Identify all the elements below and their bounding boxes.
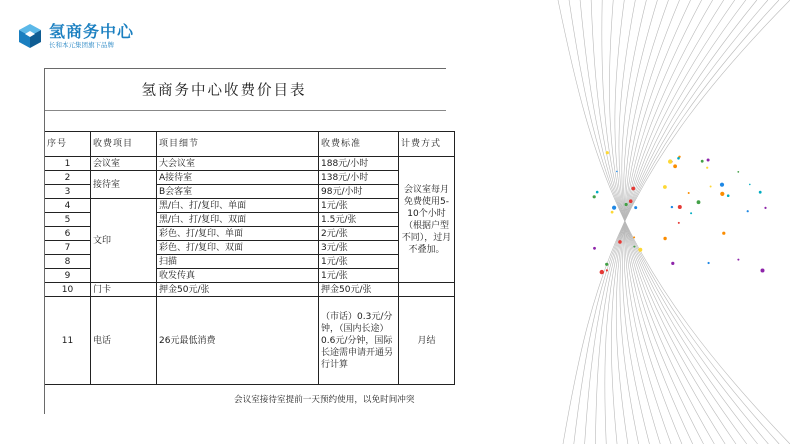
deco-dot: [668, 159, 672, 163]
deco-dot: [720, 192, 724, 196]
row-detail: 黑/白、打/复印、双面: [157, 213, 319, 227]
table-row: [45, 283, 455, 297]
row-price: 押金50元/张: [319, 283, 399, 297]
deco-dot: [690, 212, 692, 214]
deco-dot: [737, 259, 739, 261]
deco-dot: [697, 200, 701, 204]
row-no: 7: [45, 241, 91, 255]
deco-line: [569, 0, 779, 444]
deco-dot: [596, 191, 599, 194]
table-header-row: [45, 132, 455, 157]
row-detail: 26元最低消费: [157, 297, 319, 385]
deco-dot: [611, 211, 614, 214]
row-item: 会议室: [91, 157, 157, 171]
row-detail: 押金50元/张: [157, 283, 319, 297]
row-no: 6: [45, 227, 91, 241]
deco-dot: [663, 185, 667, 189]
deco-dot: [606, 269, 608, 271]
row-method: 月结: [399, 297, 455, 385]
meeting-billing-method: 会议室每月免费使用5-10个小时（根据户型不同），过月不叠加。: [399, 157, 455, 283]
row-price: 1元/张: [319, 199, 399, 213]
deco-line: [611, 0, 734, 444]
deco-dot: [593, 247, 596, 250]
header-detail: 项目细节: [157, 132, 319, 157]
header-no: 序号: [45, 132, 91, 157]
deco-dot: [688, 192, 690, 194]
deco-dot: [747, 210, 749, 212]
document-left-edge: [44, 68, 45, 414]
row-detail: B会客室: [157, 185, 319, 199]
deco-dot: [634, 206, 637, 209]
deco-dot: [727, 194, 730, 197]
deco-dot: [737, 171, 739, 173]
document-title: 氢商务中心收费价目表: [141, 83, 307, 99]
deco-dot: [616, 171, 618, 173]
deco-dot: [764, 207, 766, 209]
hexagon-cube-icon: [16, 22, 44, 50]
deco-dot: [671, 206, 673, 208]
row-detail: A接待室: [157, 171, 319, 185]
row-no: 4: [45, 199, 91, 213]
deco-line: [591, 0, 757, 444]
row-no: 9: [45, 269, 91, 283]
row-item: 文印: [91, 199, 157, 283]
row-no: 5: [45, 213, 91, 227]
table-row: [45, 297, 455, 385]
table-row: [45, 157, 455, 171]
deco-dot: [677, 157, 680, 160]
row-no: 2: [45, 171, 91, 185]
deco-line: [609, 0, 736, 444]
deco-line: [625, 0, 680, 444]
booking-footnote: 会议室接待室提前一天预约使用，以免时间冲突: [234, 395, 415, 405]
deco-dot: [749, 184, 751, 186]
deco-dot: [671, 262, 674, 265]
deco-line: [615, 0, 725, 444]
row-detail: 收发传真: [157, 269, 319, 283]
deco-dot: [708, 262, 710, 264]
row-detail: 彩色、打/复印、单面: [157, 227, 319, 241]
deco-dot: [605, 263, 608, 266]
deco-dot: [673, 164, 677, 168]
deco-dot: [618, 240, 622, 244]
deco-line: [605, 0, 746, 444]
deco-dot: [720, 183, 724, 187]
row-no: 8: [45, 255, 91, 269]
deco-dot: [593, 195, 596, 198]
header-method: 计费方式: [399, 132, 455, 157]
deco-dot: [606, 151, 609, 154]
table-row: [45, 171, 455, 185]
row-detail: 彩色、打/复印、双面: [157, 241, 319, 255]
deco-dot: [663, 237, 666, 240]
brand-tagline: 长和本元集团旗下品牌: [49, 40, 114, 49]
row-item: 电话: [91, 297, 157, 385]
row-method: [399, 283, 455, 297]
row-item: 接待室: [91, 171, 157, 199]
document-top-edge: [44, 68, 446, 69]
deco-line: [558, 0, 790, 444]
row-price: （市话）0.3元/分钟，（国内长途）0.6元/分钟，国际长途需申请开通另行计算: [319, 297, 399, 385]
row-no: 1: [45, 157, 91, 171]
title-divider: [44, 110, 446, 111]
deco-dot: [707, 159, 710, 162]
deco-dot: [678, 222, 680, 224]
deco-line: [622, 0, 701, 444]
deco-line: [625, 0, 682, 444]
deco-dot: [633, 246, 635, 248]
deco-dot: [710, 186, 712, 188]
deco-dot: [629, 199, 633, 203]
row-price: 1元/张: [319, 255, 399, 269]
row-price: 1.5元/张: [319, 213, 399, 227]
deco-dot: [761, 269, 765, 273]
deco-dot: [600, 270, 604, 274]
row-no: 3: [45, 185, 91, 199]
row-item: 门卡: [91, 283, 157, 297]
row-price: 3元/张: [319, 241, 399, 255]
header-item: 收费项目: [91, 132, 157, 157]
row-detail: 黑/白、打/复印、单面: [157, 199, 319, 213]
deco-dot: [631, 187, 635, 191]
fee-table: [44, 131, 455, 385]
row-detail: 大会议室: [157, 157, 319, 171]
row-price: 138元/小时: [319, 171, 399, 185]
deco-dot: [625, 203, 628, 206]
row-price: 1元/张: [319, 269, 399, 283]
brand-logo: [16, 22, 134, 50]
row-no: 10: [45, 283, 91, 297]
price-list-document: [44, 68, 452, 414]
row-no: 11: [45, 297, 91, 385]
row-detail: 扫描: [157, 255, 319, 269]
decorative-line-network: [548, 0, 790, 444]
row-price: 188元/小时: [319, 157, 399, 171]
deco-dot: [612, 206, 616, 210]
deco-dot: [701, 160, 704, 163]
row-price: 2元/张: [319, 227, 399, 241]
row-price: 98元/小时: [319, 185, 399, 199]
table-row: [45, 199, 455, 213]
deco-dot: [678, 205, 682, 209]
deco-dot: [722, 232, 725, 235]
deco-dot: [759, 191, 762, 194]
deco-line: [602, 0, 747, 444]
header-price: 收费标准: [319, 132, 399, 157]
deco-dot: [706, 167, 708, 169]
deco-dot: [638, 248, 642, 252]
brand-name: 氢商务中心: [49, 21, 135, 41]
deco-dot: [633, 236, 635, 238]
deco-line: [580, 0, 768, 444]
